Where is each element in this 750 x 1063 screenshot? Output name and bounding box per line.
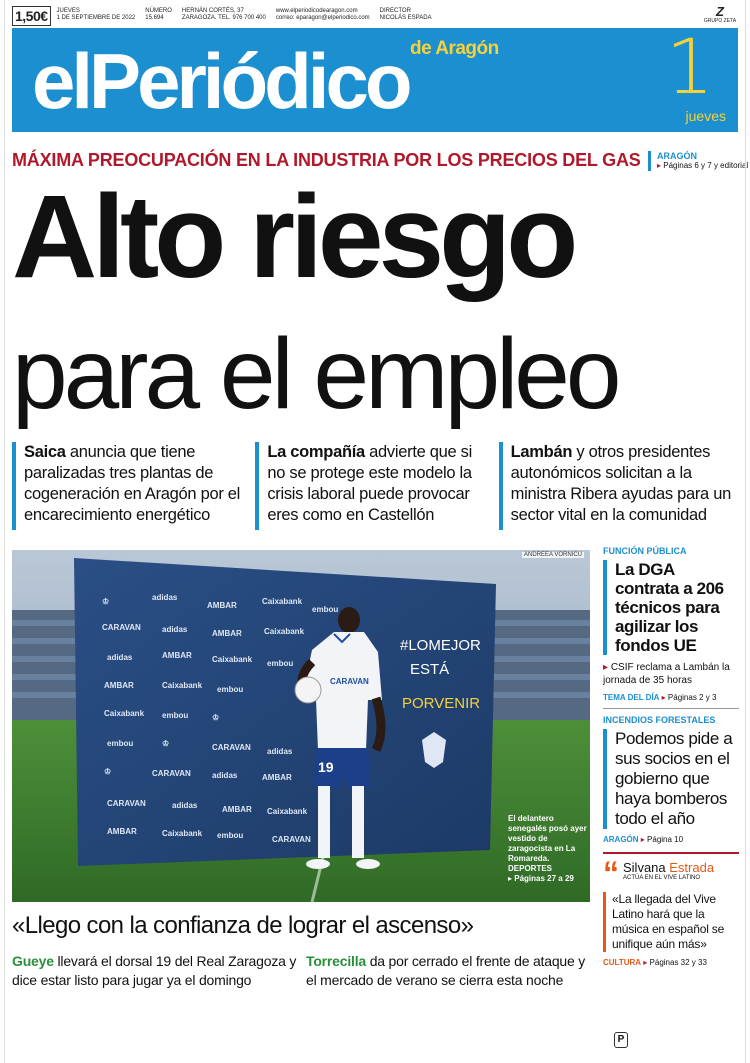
newspaper-logo: elPeriódico — [32, 37, 409, 125]
sidebar-note: CSIF reclama a Lambán la jornada de 35 horas — [603, 662, 730, 686]
caption-section: DEPORTES — [508, 864, 553, 873]
group-mark: Z — [716, 4, 724, 19]
sports-text: da por cerrado el frente de ataque y el mercado de verano se cierra esta noche — [306, 953, 586, 988]
address-line: HERNÁN CORTÉS, 37 — [181, 8, 244, 14]
triangle-icon: ▸ — [659, 693, 668, 702]
svg-text:CARAVAN: CARAVAN — [272, 835, 311, 844]
svg-text:CARAVAN: CARAVAN — [212, 743, 251, 752]
lead-pages: Páginas 6 y 7 y editorial — [663, 161, 749, 170]
triangle-icon: ▸ — [641, 958, 650, 967]
top-info-strip — [12, 6, 738, 28]
triangle-icon: ▸ — [638, 835, 648, 844]
stadium-scene-image — [12, 550, 590, 902]
sidebar-section-label: FUNCIÓN PÚBLICA — [603, 546, 687, 556]
svg-text:AMBAR: AMBAR — [162, 651, 192, 660]
lead-kicker: MÁXIMA PREOCUPACIÓN EN LA INDUSTRIA POR LOS PRECIOS DEL GAS — [12, 150, 641, 170]
sports-text: llevará el dorsal 19 del Real Zaragoza y dice estar listo para jugar ya el domingo — [12, 953, 297, 988]
sidebar-note-line — [603, 661, 739, 687]
photo-caption — [508, 814, 588, 884]
phone-line: ZARAGOZA. TEL. 976 700 400 — [181, 15, 266, 21]
ref-section: TEMA DEL DÍA — [603, 693, 660, 702]
triangle-icon: ▸ — [508, 874, 515, 883]
group-label: GRUPO ZETA — [703, 18, 737, 24]
right-sidebar — [603, 546, 739, 967]
grupo-zeta-logo — [702, 6, 738, 25]
svg-text:adidas: adidas — [172, 801, 198, 810]
svg-text:Caixabank: Caixabank — [267, 807, 308, 816]
svg-text:AMBAR: AMBAR — [107, 827, 137, 836]
lead-pages-line — [657, 161, 748, 171]
summary-column — [499, 442, 742, 530]
divider — [603, 708, 739, 709]
sidebar-reference — [603, 835, 739, 844]
issue-number-block — [145, 6, 172, 22]
masthead — [12, 28, 738, 132]
svg-text:♔: ♔ — [212, 713, 220, 722]
caption-text: El delantero senegalés posó ayer vestido de zaragocista en La Romareda. — [508, 814, 587, 863]
shirt-sponsor: CARAVAN — [330, 677, 369, 686]
website: www.elperiodicodearagon.com — [275, 8, 358, 14]
svg-text:Caixabank: Caixabank — [262, 597, 303, 606]
interviewee-name — [623, 860, 714, 875]
svg-text:♔: ♔ — [102, 597, 110, 606]
svg-text:adidas: adidas — [107, 653, 133, 662]
sports-lead: Torrecilla — [306, 953, 366, 969]
ref-section: CULTURA — [603, 958, 642, 967]
sidebar-headline: Podemos pide a sus socios en el gobierno que haya bomberos todo el año — [615, 729, 733, 828]
interview-header — [603, 855, 739, 891]
price: 1,50€ — [12, 6, 51, 26]
sidebar-headline: La DGA contrata a 206 técnicos para agilizar los fondos UE — [615, 560, 724, 655]
ref-pages: Página 10 — [647, 835, 684, 844]
interviewee-subtitle: ACTÚA EN EL VIVE LATINO — [623, 875, 701, 881]
ref-pages: Páginas 32 y 33 — [649, 958, 707, 967]
svg-text:CARAVAN: CARAVAN — [102, 623, 141, 632]
player-photo — [12, 550, 590, 902]
svg-text:CARAVAN: CARAVAN — [107, 799, 146, 808]
divider — [603, 852, 739, 854]
interviewee-first-name: Silvana — [623, 860, 670, 875]
lead-summary-columns — [12, 442, 742, 530]
sidebar-story — [603, 560, 739, 655]
svg-text:embou: embou — [267, 659, 294, 668]
day-number: 1 — [665, 28, 714, 111]
quote-mark-icon: “ — [603, 855, 619, 891]
svg-text:embou: embou — [162, 711, 189, 720]
svg-text:embou: embou — [217, 685, 244, 694]
shorts-number: 19 — [318, 759, 334, 775]
backdrop-slogan-1: #LOMEJOR — [400, 637, 481, 654]
backdrop-slogan-2: ESTÁ — [410, 661, 450, 678]
lead-section: ARAGÓN — [657, 151, 697, 161]
svg-text:CARAVAN: CARAVAN — [152, 769, 191, 778]
backdrop-slogan-3: PORVENIR — [402, 695, 481, 712]
svg-text:embou: embou — [312, 605, 339, 614]
sports-lead: Gueye — [12, 953, 54, 969]
sports-summary-column — [12, 952, 302, 990]
sidebar-story — [603, 729, 739, 829]
photo-credit: ANDREEA VORNICU — [523, 552, 582, 558]
ref-pages: Páginas 2 y 3 — [667, 693, 717, 702]
main-headline-line1: Alto riesgo — [12, 171, 574, 303]
day-name: jueves — [685, 108, 726, 124]
svg-text:adidas: adidas — [267, 747, 293, 756]
triangle-icon: ▸ — [657, 161, 664, 170]
lead-page-reference — [648, 151, 748, 171]
caption-pages: Páginas 27 a 29 — [514, 874, 574, 883]
svg-text:embou: embou — [217, 831, 244, 840]
summary-lead: Lambán — [510, 443, 573, 461]
svg-text:AMBAR: AMBAR — [104, 681, 134, 690]
sports-quote-headline: «Llego con la confianza de lograr el ascenso» — [12, 912, 474, 939]
sidebar-reference — [603, 958, 739, 967]
svg-text:adidas: adidas — [152, 593, 178, 602]
svg-text:embou: embou — [107, 739, 134, 748]
svg-text:AMBAR: AMBAR — [262, 773, 292, 782]
summary-lead: La compañía — [267, 443, 365, 461]
director-block — [380, 6, 432, 22]
summary-lead: Saica — [24, 443, 66, 461]
date-block — [57, 6, 136, 22]
caption-pages-line — [508, 874, 588, 884]
summary-column — [255, 442, 498, 530]
summary-text: y otros presidentes autonómicos solicitan a la ministra Ribera ayudas para un sector vital en la comunidad — [510, 443, 731, 524]
weekday: JUEVES — [56, 8, 80, 14]
summary-column — [12, 442, 255, 530]
publisher-icon: P — [614, 1032, 628, 1048]
svg-text:Caixabank: Caixabank — [264, 627, 305, 636]
svg-text:adidas: adidas — [162, 625, 188, 634]
issue-label: NÚMERO — [145, 8, 172, 14]
svg-text:AMBAR: AMBAR — [222, 805, 252, 814]
ref-section: ARAGÓN — [603, 835, 639, 844]
sidebar-reference — [603, 693, 739, 702]
svg-text:AMBAR: AMBAR — [212, 629, 242, 638]
logo-subtitle: de Aragón — [410, 38, 499, 59]
svg-text:♔: ♔ — [162, 739, 170, 748]
svg-text:Caixabank: Caixabank — [212, 655, 253, 664]
full-date: 1 DE SEPTIEMBRE DE 2022 — [56, 15, 136, 21]
svg-text:♔: ♔ — [104, 767, 112, 776]
interviewee-last-name: Estrada — [669, 860, 715, 875]
svg-text:Caixabank: Caixabank — [104, 709, 145, 718]
svg-text:AMBAR: AMBAR — [207, 601, 237, 610]
svg-text:adidas: adidas — [212, 771, 238, 780]
summary-text: advierte que si no se protege este modelo la crisis laboral puede provocar eres como en Castellón — [267, 443, 472, 524]
svg-text:Caixabank: Caixabank — [162, 681, 203, 690]
interview-quote: «La llegada del Vive Latino hará que la música en español se unifique aún más» — [603, 892, 739, 952]
issue-number: 15.694 — [145, 15, 164, 21]
director-label: DIRECTOR — [379, 8, 411, 14]
triangle-icon: ▸ — [603, 662, 611, 673]
svg-text:Caixabank: Caixabank — [162, 829, 203, 838]
sidebar-section-label: INCENDIOS FORESTALES — [603, 715, 716, 725]
main-headline-line2: para el empleo — [12, 318, 618, 430]
sports-summary-column — [306, 952, 596, 990]
address-block — [182, 6, 266, 22]
director-name: NICOLÁS ESPADA — [379, 15, 432, 21]
email: correo: eparagon@elperiodico.com — [275, 15, 370, 21]
web-block — [276, 6, 370, 22]
summary-text: anuncia que tiene paralizadas tres plantas de cogeneración en Aragón por el encarecimiento energético — [24, 443, 241, 524]
